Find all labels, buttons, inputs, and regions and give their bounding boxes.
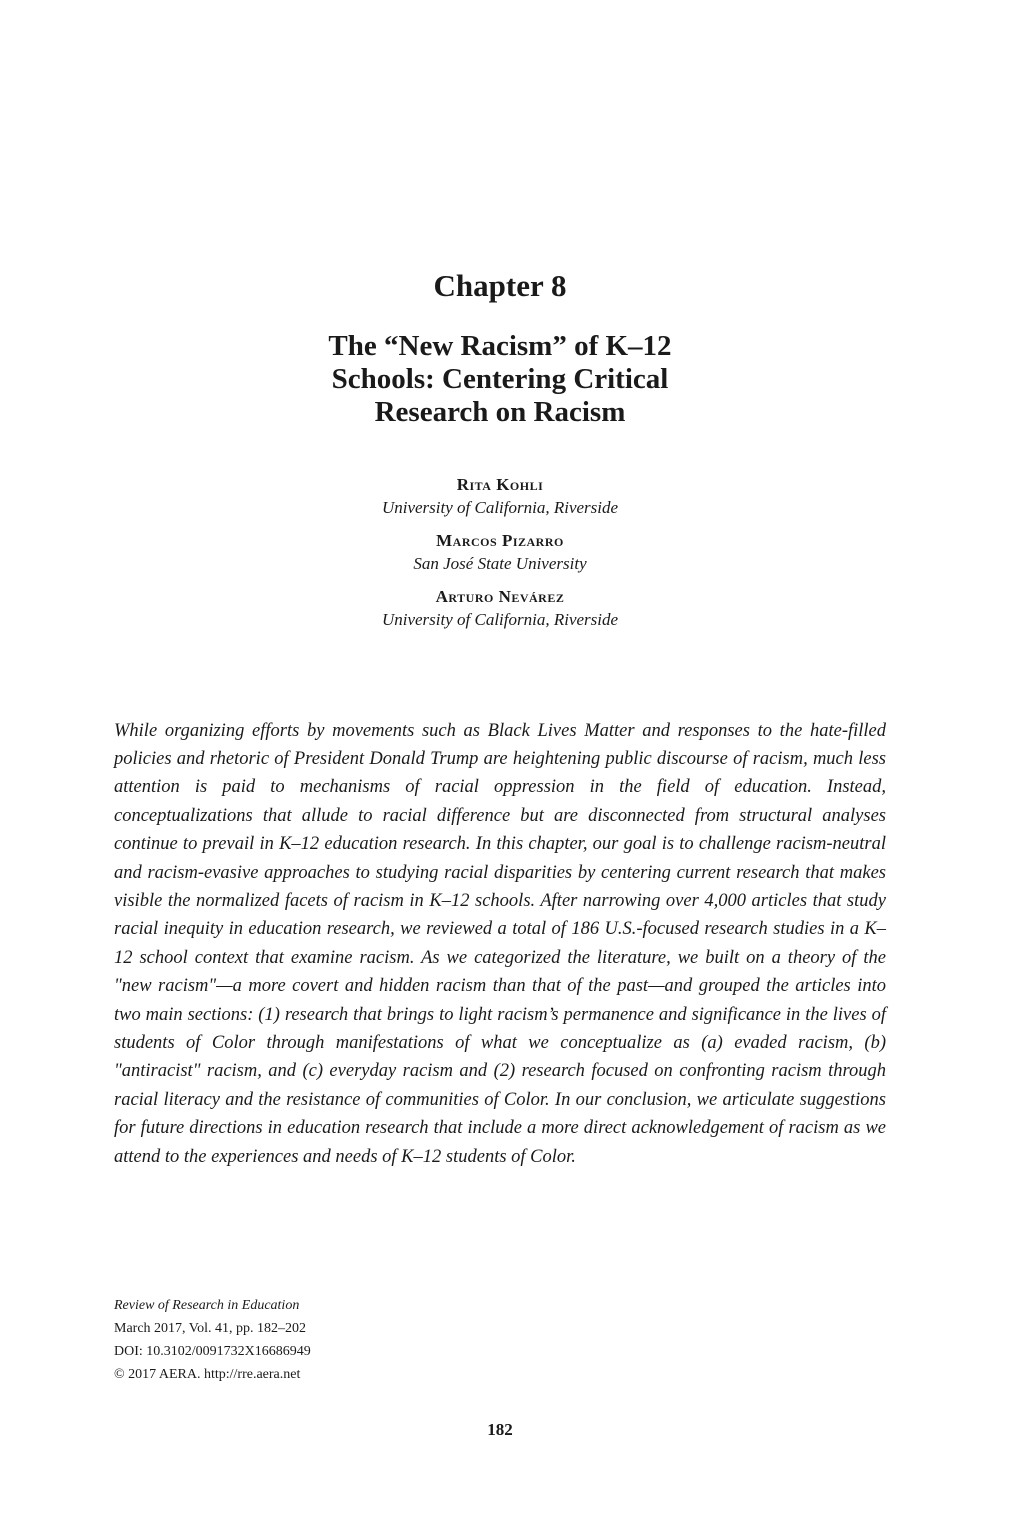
author-block (0, 530, 1000, 576)
author-affiliation: University of California, Riverside (381, 610, 619, 629)
doi: DOI: 10.3102/0091732X16686949 (114, 1344, 311, 1359)
author-block (0, 586, 1000, 632)
chapter-title-line: Research on Racism (374, 396, 626, 428)
chapter-title-line: The “New Racism” of K–12 (328, 330, 672, 362)
issue-info: March 2017, Vol. 41, pp. 182–202 (114, 1321, 306, 1336)
author-list (0, 474, 1000, 642)
author-name: Arturo Nevárez (435, 587, 565, 606)
author-block (0, 474, 1000, 520)
publication-info (114, 1294, 311, 1386)
author-affiliation: University of California, Riverside (381, 498, 619, 517)
author-name: Rita Kohli (456, 475, 544, 494)
abstract-text: While organizing efforts by movements such as Black Lives Matter and responses to the hate-filled policies and rhetoric of President Donald Trump are heightening public discourse of racism, much less attention is paid to mechanisms of racial oppression in the field of education. Instead, conceptualizations that allude to racial difference but are disconnected from structural analyses continue to prevail in K–12 education research. In this chapter, our goal is to challenge racism-neutral and racism-evasive approaches to studying racial disparities by centering current research that makes visible the normalized facets of racism in K–12 schools. After narrowing over 4,000 articles that study racial inequity in education research, we reviewed a total of 186 U.S.-focused research studies in a K–12 school context that examine racism. As we categorized the literature, we built on a theory of the "new racism"—a more covert and hidden racism than that of the past—and grouped the articles into two main sections: (1) research that brings to light racism’s permanence and significance in the lives of students of Color through manifestations of what we conceptualize as (a) evaded racism, (b) "antiracist" racism, and (c) everyday racism and (2) research focused on confronting racism through racial literacy and the resistance of communities of Color. In our conclusion, we articulate suggestions for future directions in education research that include a more direct acknowledgement of racism as we attend to the experiences and needs of K–12 students of Color. (114, 720, 886, 1167)
page-number: 182 (487, 1420, 513, 1439)
copyright: © 2017 AERA. http://rre.aera.net (114, 1367, 301, 1382)
author-name: Marcos Pizarro (436, 531, 564, 550)
author-affiliation: San José State University (413, 554, 587, 573)
chapter-label: Chapter 8 (433, 268, 567, 303)
chapter-title-line: Schools: Centering Critical (331, 363, 669, 395)
journal-name: Review of Research in Education (114, 1298, 300, 1313)
chapter-title (0, 330, 1000, 429)
